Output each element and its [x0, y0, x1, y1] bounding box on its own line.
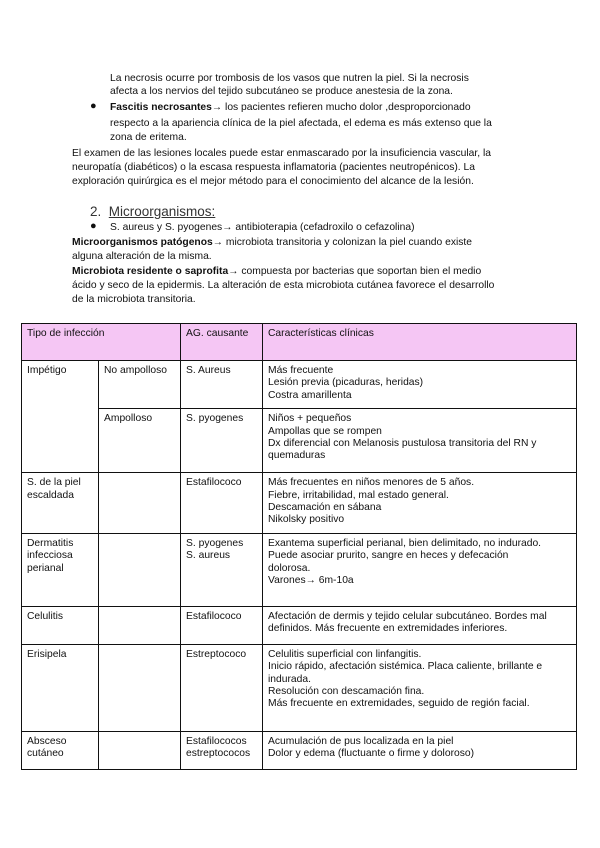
feature-line: quemaduras [268, 450, 326, 462]
cell-features [263, 409, 577, 473]
residente-title: Microbiota residente o saprofita [72, 266, 229, 277]
feature-line: Costra amarillenta [268, 389, 352, 401]
patogenos-line-1 [72, 236, 472, 249]
feature-line: Más frecuentes en niños menores de 5 años. [268, 477, 475, 489]
fascitis-line-3: zona de eritema. [110, 132, 187, 143]
cell-agent: Estreptococo [181, 644, 263, 731]
residente-line-3: de la microbiota transitoria. [72, 294, 196, 305]
patogenos-line-2: alguna alteración de la misma. [72, 251, 212, 262]
feature-line: Más frecuente en extremidades, seguido de región facial. [268, 698, 530, 710]
cell-type: Celulitis [22, 606, 99, 644]
necrosis-line-1: La necrosis ocurre por trombosis de los vasos que nutren la piel. Si la necrosis [110, 73, 469, 84]
cell-type: S. de la piel escaldada [22, 473, 99, 534]
feature-line: Niños + pequeños [268, 413, 352, 425]
fascitis-text: los pacientes refieren mucho dolor ,desproporcionado [222, 102, 471, 113]
cell-type: Impétigo [22, 361, 99, 473]
table-header-row [22, 324, 577, 361]
cell-subtype [99, 533, 181, 606]
header-agente: AG. causante [181, 324, 263, 361]
feature-line: Dolor y edema (fluctuante o firme y doloroso) [268, 748, 475, 760]
feature-line: Lesión previa (picaduras, heridas) [268, 377, 424, 389]
cell-type: Dermatitis infecciosa perianal [22, 533, 99, 606]
feature-line: indurada. [268, 673, 311, 685]
header-caracteristicas: Características clínicas [263, 324, 577, 361]
feature-line: Inicio rápido, afectación sistémica. Placa caliente, brillante e [268, 661, 543, 673]
cell-subtype [99, 473, 181, 534]
section-bullet: S. aureus y S. pyogenes→ antibioterapia (cefadroxilo o cefazolina) [110, 222, 415, 233]
fascitis-line-2: respecto a la apariencia clínica de la piel afectada, el edema es más extenso que la [110, 118, 492, 129]
feature-line: Ampollas que se rompen [268, 425, 382, 437]
feature-line: Resolución con descamación fina. [268, 686, 425, 698]
feature-line: Exantema superficial perianal, bien delimitado, no indurado. [268, 537, 542, 549]
table-row [22, 606, 577, 644]
table-row [22, 409, 577, 473]
cell-subtype [99, 731, 181, 769]
residente-text: → compuesta por bacterias que soportan bien el medio [228, 266, 482, 277]
bullet-dot-icon: ● [90, 220, 97, 232]
feature-line: Puede asociar prurito, sangre en heces y defecación [268, 550, 509, 562]
cell-agent: Estafilococo [181, 606, 263, 644]
feature-line: Acumulación de pus localizada en la piel [268, 735, 454, 747]
fascitis-title: Fascitis necrosantes [110, 102, 212, 113]
section-heading [90, 204, 215, 219]
feature-line: Fiebre, irritabilidad, mal estado general. [268, 489, 449, 501]
arrow: → [211, 102, 223, 113]
feature-line: Dx diferencial con Melanosis pustulosa transitoria del RN y [268, 438, 537, 450]
examen-line-3: exploración quirúrgica es el mejor método para el conocimiento del alcance de la lesión. [72, 176, 474, 187]
infection-table [21, 323, 577, 770]
feature-line: Más frecuente [268, 365, 334, 376]
bullet-dot-icon: ● [90, 100, 97, 112]
patogenos-text: → microbiota transitoria y colonizan la piel cuando existe [212, 237, 473, 248]
cell-features [263, 533, 577, 606]
examen-line-1: El examen de las lesiones locales puede estar enmascarado por la insuficiencia vascular, la [72, 148, 491, 159]
cell-subtype: No ampolloso [99, 361, 181, 409]
necrosis-line-2: afecta a los nervios del tejido subcutáneo se produce anestesia de la zona. [110, 86, 453, 97]
table-row [22, 533, 577, 606]
residente-line-1 [72, 265, 481, 278]
cell-agent: S. Aureus [181, 361, 263, 409]
cell-agent: S. pyogenes [181, 409, 263, 473]
section-number: 2. [90, 204, 102, 219]
table-row [22, 361, 577, 409]
patogenos-title: Microorganismos patógenos [72, 237, 213, 248]
cell-subtype [99, 606, 181, 644]
cell-agent: Estafilococo [181, 473, 263, 534]
table-row [22, 731, 577, 769]
residente-line-2: ácido y seco de la epidermis. La alteración de esta microbiota cutánea favorece el desarrollo [72, 280, 495, 291]
cell-subtype [99, 644, 181, 731]
feature-line: Descamación en sábana [268, 502, 382, 514]
cell-features [263, 606, 577, 644]
feature-line: Varones→ 6m-10a [268, 575, 354, 587]
cell-features [263, 731, 577, 769]
table-row [22, 473, 577, 534]
fascitis-line-1 [110, 101, 471, 114]
feature-line: definidos. Más frecuente en extremidades inferiores. [268, 623, 508, 635]
cell-type: Erisipela [22, 644, 99, 731]
cell-subtype: Ampolloso [99, 409, 181, 473]
cell-features [263, 644, 577, 731]
section-title: Microorganismos: [108, 204, 216, 219]
feature-line: Celulitis superficial con linfangitis. [268, 648, 422, 660]
feature-line: Nikolsky positivo [268, 514, 345, 526]
cell-features [263, 473, 577, 534]
examen-line-2: neuropatía (diabéticos) o la escasa respuesta inflamatoria (pacientes neutropénicos). La [72, 162, 475, 173]
feature-line: dolorosa. [268, 562, 311, 574]
cell-agent: S. pyogenes S. aureus [181, 533, 263, 606]
cell-type: Absceso cutáneo [22, 731, 99, 769]
feature-line: Afectación de dermis y tejido celular subcutáneo. Bordes mal [268, 610, 547, 622]
table-row [22, 644, 577, 731]
header-tipo: Tipo de infección [22, 324, 181, 361]
cell-features [263, 361, 577, 409]
cell-agent: Estafilococos estreptococos [181, 731, 263, 769]
